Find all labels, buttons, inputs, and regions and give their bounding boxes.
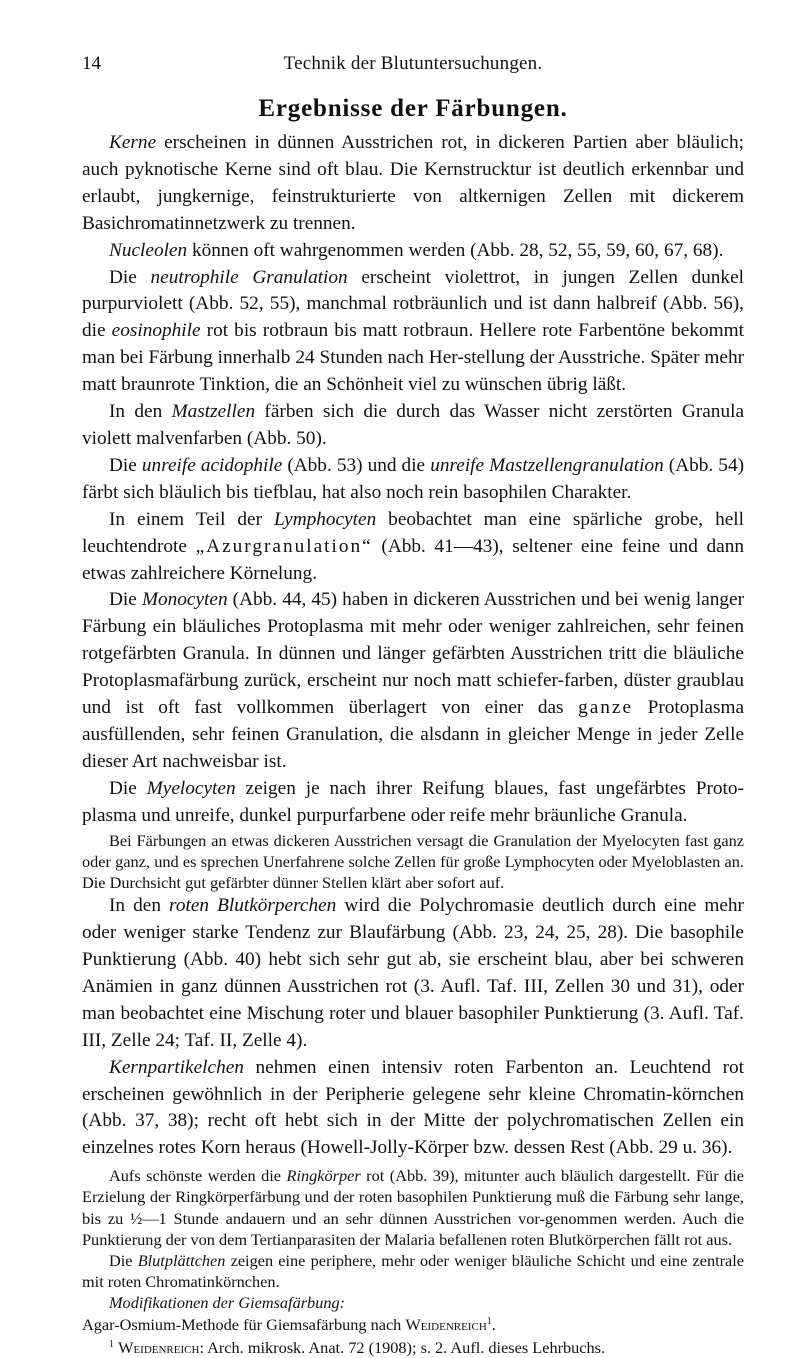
- running-title: Technik der Blutuntersuchungen.: [283, 53, 543, 74]
- footnote-author: Weidenreich: [118, 1337, 200, 1357]
- section-title: Ergebnisse der Färbungen.: [258, 95, 568, 122]
- page-body: [82, 92, 744, 1358]
- paragraph-mastzellen: In den Mastzellen färben sich die durch das Wasser nicht zerstörten Granula violett malvenfarben (Abb. 50).: [82, 401, 745, 449]
- author-weidenreich: Weidenreich: [405, 1314, 487, 1334]
- footnote-marker: 1: [109, 1338, 114, 1350]
- paragraph-neutrophile-granulation: Die neutrophile Granulation erscheint violettrot, in jungen Zellen dunkel purpurviolett (Abb. 52, 55), manchmal rotbräunlich und ist dann halbreif (Abb. 56), die eosinophile rot bis rotbraun bis matt rotbraun. Hellere rote Farbentöne bekommt man bei Färbung innerhalb 24 Stunden nach Her-stellung der Ausstriche. Später mehr matt braunrote Tinktion, die an Schönheit viel zu wünschen übrig läßt.: [82, 266, 744, 396]
- paragraph-monocyten: Die Monocyten (Abb. 44, 45) haben in dickeren Ausstrichen und bei wenig langer Färbung ein bläuliches Protoplasma mit mehr oder weniger zahlreichen, sehr feinen rotgefärbten Granula. In dünnen und länger gefärbten Ausstrichen tritt die bläuliche Protoplasmafärbung zurück, erscheint nur noch matt schiefer-farben, düster graublau und ist oft fast vollkommen überlagert von einer das ganze Protoplasma ausfüllenden, sehr feinen Granulation, die alsdann in gleicher Menge in jeder Zelle dieser Art nachweisbar ist.: [82, 589, 745, 772]
- note-agar-osmium: Agar-Osmium-Methode für Giemsafärbung nach Weidenreich$^1$.: [82, 1314, 496, 1334]
- subheading-modifikationen: Modifikationen der Giemsafärbung:: [109, 1293, 346, 1313]
- term-myelocyten: Myelocyten: [146, 777, 236, 799]
- paragraph-nucleolen: Nucleolen können oft wahrgenommen werden (Abb. 28, 52, 55, 59, 60, 67, 68).: [109, 239, 724, 261]
- term-eosinophile: eosinophile: [111, 320, 201, 342]
- footnote-ref: 1: [486, 1315, 492, 1327]
- note-myelocyten: Bei Färbungen an etwas dickeren Ausstrichen versagt die Granulation der Myelocyten fast ganz oder ganz, und es sprechen Unerfahrene solche Zellen für große Lymphocyten oder Myeloblasten an. Die Durchsicht gut gefärbter dünner Stellen klärt aber sofort auf.: [82, 830, 744, 892]
- paragraph-myelocyten: Die Myelocyten zeigen je nach ihrer Reifung blaues, fast ungefärbtes Proto-plasma und unreife, dunkel purpurfarbene oder reife mehr bräunliche Granula.: [82, 777, 744, 826]
- note-ringkoerper: Aufs schönste werden die Ringkörper rot (Abb. 39), mitunter auch bläulich dargestellt. Für die Erzielung der Ringkörperfärbung und der roten basophilen Punktierung muß die Färbung sehr lange, bis zu ½—1 Stunde andauern und an sehr dünnen Ausstrichen vor-genommen werden. Auch die Punktierung der von dem Tertianparasiten der Malaria befallenen roten Blutkörperchen fällt rot aus.: [82, 1166, 745, 1249]
- note-blutplaettchen: Die Blutplättchen zeigen eine periphere, mehr oder weniger bläuliche Schicht und eine zentrale mit roten Chromatinkörnchen.: [82, 1251, 745, 1292]
- term-neutrophile-granulation: neutrophile Granulation: [150, 266, 348, 288]
- paragraph-kernpartikelchen: Kernpartikelchen nehmen einen intensiv roten Farbenton an. Leuchtend rot erscheinen gewöhnlich in der Peripherie gelegene sehr kleine Chromatin-körnchen (Abb. 37, 38); recht oft hebt sich in der Mitte der polychromatischen Zellen ein einzelnes rotes Korn heraus (Howell-Jolly-Körper bzw. dessen Rest (Abb. 29 u. 36).: [82, 1056, 744, 1159]
- term-azurgranulation: „Azurgranulation“: [195, 535, 373, 557]
- page-number: 14: [82, 53, 101, 74]
- paragraph-kerne: Kerne erscheinen in dünnen Ausstrichen rot, in dickeren Partien aber bläulich; auch pyknotische Kerne sind oft blau. Die Kernstrucktur ist deutlich erkennbar und erlaubt, jungkernige, feinstrukturierte von altkernigen Zellen mit dickerem Basichromatinnetzwerk zu trennen.: [82, 132, 744, 234]
- term-unreife-mastzellengranulation: unreife Mastzellengranulation: [430, 454, 664, 476]
- emphasis-ganze: ganze: [578, 697, 634, 719]
- term-blutplaettchen: Blutplättchen: [137, 1251, 226, 1271]
- term-monocyten: Monocyten: [141, 589, 228, 611]
- page-header: [82, 50, 744, 78]
- paragraph-rote-blutkoerperchen: In den roten Blutkörperchen wird die Polychromasie deutlich durch eine mehr oder weniger starke Tendenz zur Blaufärbung (Abb. 23, 24, 25, 28). Die basophile Punktierung (Abb. 40) hebt sich sehr gut ab, sie erscheint blau, aber bei schweren Anämien in ganz dünnen Ausstrichen rot (3. Aufl. Taf. III, Zellen 30 und 31), oder man beobachtet eine Mischung roter und blauer basophiler Punktierung (3. Aufl. Taf. III, Zelle 24; Taf. II, Zelle 4).: [82, 895, 744, 1051]
- paragraph-lymphocyten: In einem Teil der Lymphocyten beobachtet man eine spärliche grobe, hell leuchtendrote „Azurgranulation“ (Abb. 41—43), seltener eine feine und dann etwas zahlreichere Körnelung.: [82, 508, 745, 584]
- term-unreife-acidophile: unreife acidophile: [141, 454, 283, 476]
- term-roten-blutkoerperchen: roten Blutkörperchen: [169, 895, 337, 917]
- paragraph-unreife-acidophile: Die unreife acidophile (Abb. 53) und die unreife Mastzellengranulation (Abb. 54) färbt sich bläulich bis tiefblau, hat also noch rein basophilen Charakter.: [82, 454, 745, 503]
- footnote: [82, 1337, 744, 1358]
- term-mastzellen: Mastzellen: [171, 401, 256, 423]
- term-lymphocyten: Lymphocyten: [273, 508, 377, 530]
- term-kernpartikelchen: Kernpartikelchen: [109, 1056, 244, 1078]
- footnote-text: : Arch. mikrosk. Anat. 72 (1908); s. 2. Aufl. dieses Lehrbuchs.: [199, 1337, 606, 1357]
- term-nucleolen: Nucleolen: [109, 239, 188, 261]
- term-ringkoerper: Ringkörper: [286, 1166, 361, 1186]
- term-kerne: Kerne: [109, 132, 157, 153]
